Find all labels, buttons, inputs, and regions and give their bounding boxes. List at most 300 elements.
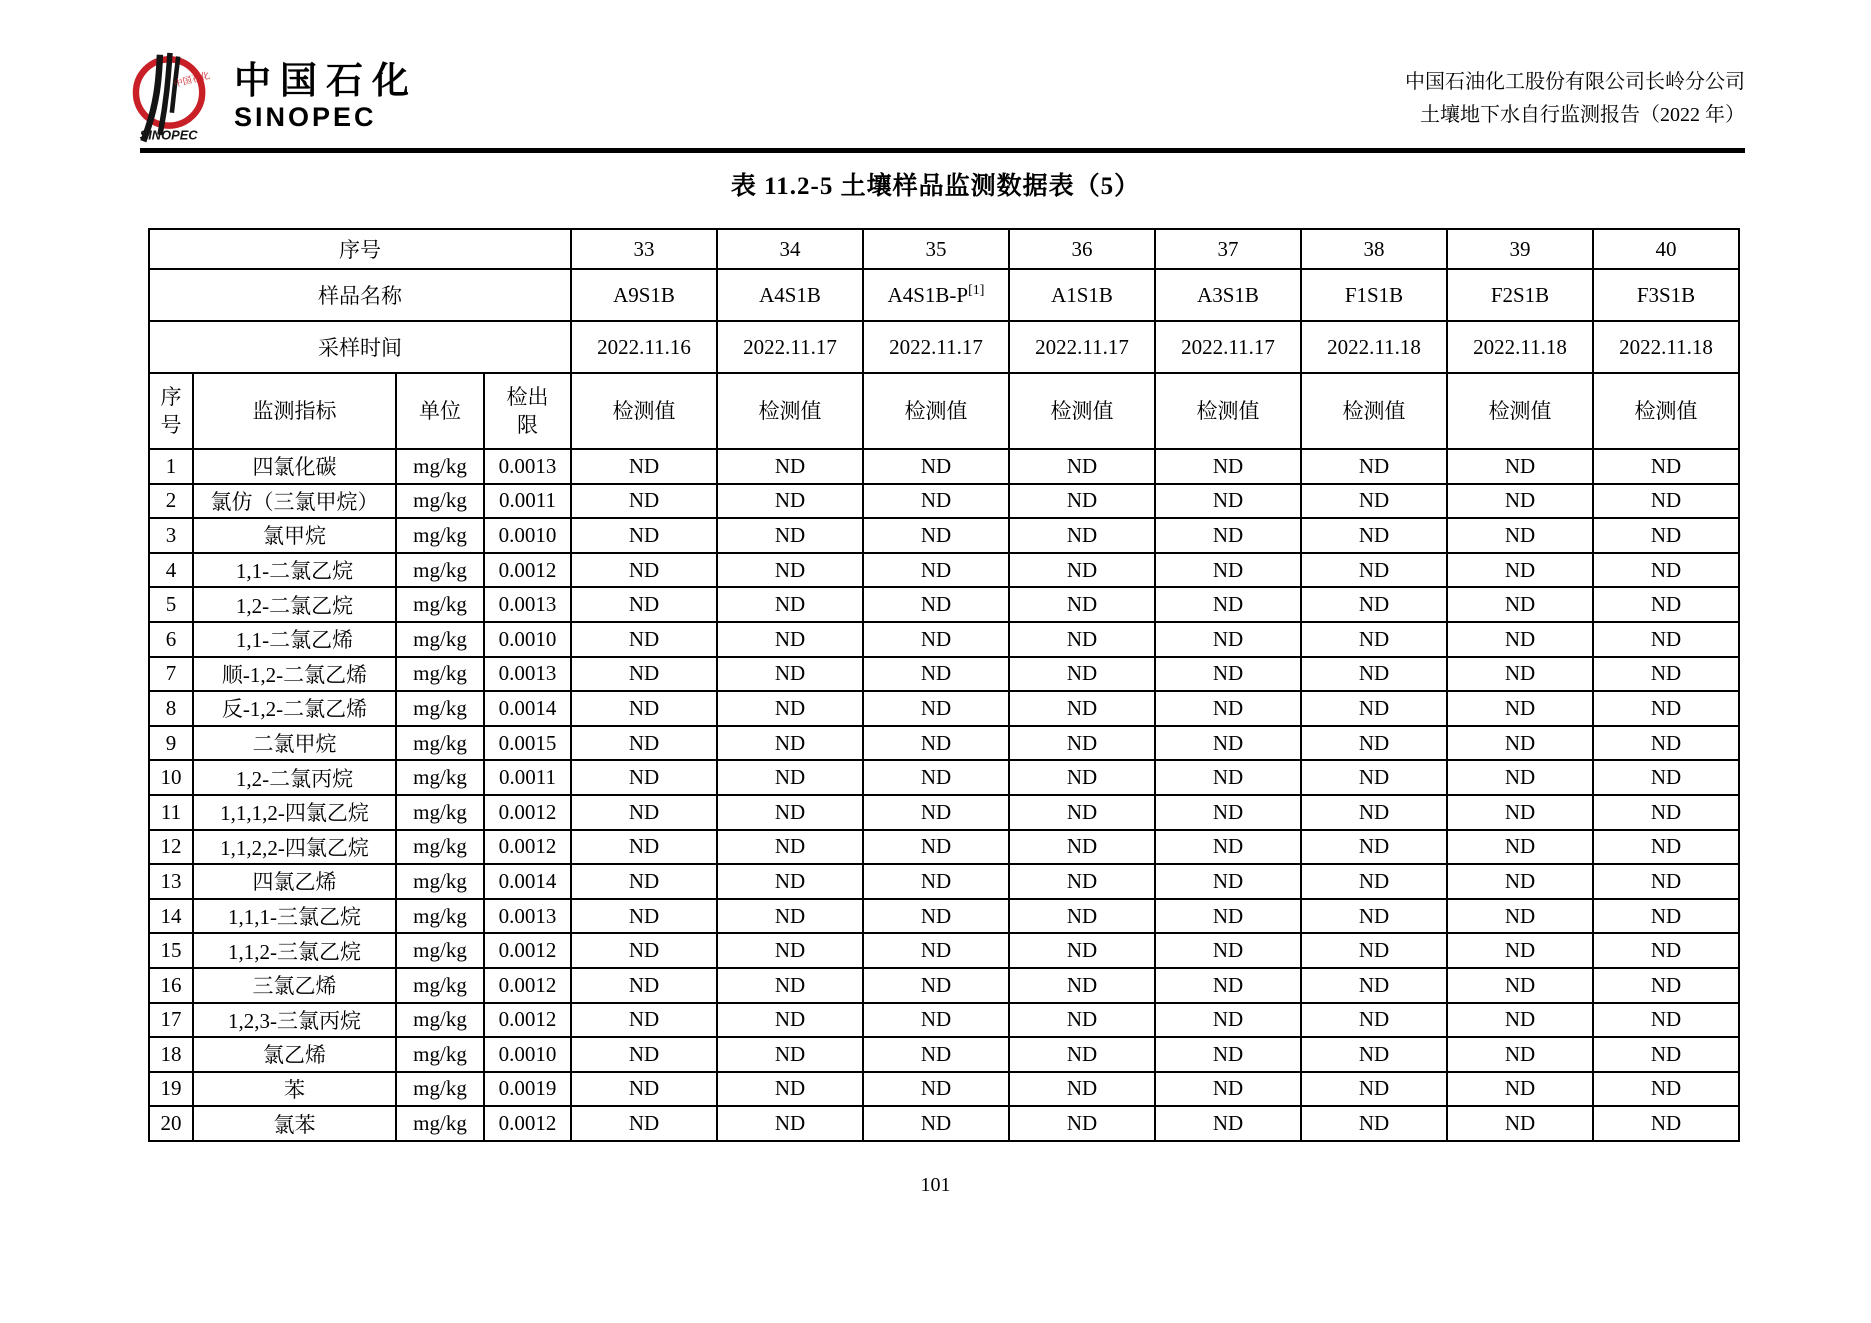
measured-value: ND <box>1447 1037 1593 1072</box>
measured-value: ND <box>571 726 717 761</box>
analyte-row <box>149 795 1739 830</box>
measured-value: ND <box>1155 864 1301 899</box>
unit: mg/kg <box>396 1106 484 1141</box>
analyte-row <box>149 1106 1739 1141</box>
detection-limit: 0.0012 <box>484 795 571 830</box>
measured-value: ND <box>1009 622 1155 657</box>
measured-value: ND <box>1009 691 1155 726</box>
measured-value: ND <box>571 691 717 726</box>
column-header-row <box>149 373 1739 449</box>
measured-value: ND <box>1447 933 1593 968</box>
measured-value: ND <box>1009 553 1155 588</box>
analyte-row <box>149 449 1739 484</box>
sample-date: 2022.11.17 <box>1009 321 1155 373</box>
indicator-name: 氯甲烷 <box>193 518 396 553</box>
measured-value: ND <box>863 1003 1009 1038</box>
measured-value: ND <box>717 726 863 761</box>
company-name: 中国石油化工股份有限公司长岭分公司 <box>1405 71 1745 93</box>
measured-value: ND <box>1301 864 1447 899</box>
measured-value: ND <box>1447 760 1593 795</box>
sample-date: 2022.11.18 <box>1593 321 1739 373</box>
measured-value: ND <box>863 864 1009 899</box>
indicator-name: 1,1,2,2-四氯乙烷 <box>193 830 396 865</box>
sample-name-row <box>149 269 1739 321</box>
unit: mg/kg <box>396 553 484 588</box>
row-no: 16 <box>149 968 193 1003</box>
measured-value: ND <box>1155 968 1301 1003</box>
measured-value: ND <box>1593 587 1739 622</box>
measured-value: ND <box>571 899 717 934</box>
sample-name: F2S1B <box>1447 269 1593 321</box>
sample-date: 2022.11.16 <box>571 321 717 373</box>
indicator-name: 1,1-二氯乙烷 <box>193 553 396 588</box>
measured-value: ND <box>1301 449 1447 484</box>
measured-value: ND <box>1593 1003 1739 1038</box>
measured-value: ND <box>1301 1003 1447 1038</box>
detection-limit: 0.0013 <box>484 899 571 934</box>
measured-value: ND <box>1301 1037 1447 1072</box>
analyte-row <box>149 1037 1739 1072</box>
row-label-sample-name: 样品名称 <box>149 269 571 321</box>
measured-value: ND <box>1593 864 1739 899</box>
monitoring-data-table <box>148 228 1740 1142</box>
measured-value: ND <box>571 518 717 553</box>
measured-value: ND <box>571 830 717 865</box>
measured-value: ND <box>1009 1003 1155 1038</box>
unit: mg/kg <box>396 484 484 519</box>
sample-date: 2022.11.18 <box>1301 321 1447 373</box>
detection-limit: 0.0011 <box>484 484 571 519</box>
measured-value: ND <box>863 830 1009 865</box>
measured-value: ND <box>1009 449 1155 484</box>
indicator-name: 二氯甲烷 <box>193 726 396 761</box>
measured-value: ND <box>863 726 1009 761</box>
indicator-name: 反-1,2-二氯乙烯 <box>193 691 396 726</box>
measured-value: ND <box>1301 587 1447 622</box>
indicator-name: 四氯化碳 <box>193 449 396 484</box>
measured-value: ND <box>1593 1072 1739 1107</box>
measured-value: ND <box>1447 553 1593 588</box>
sample-number: 40 <box>1593 229 1739 269</box>
measured-value: ND <box>1155 657 1301 692</box>
report-name: 土壤地下水自行监测报告（2022 年） <box>1420 104 1745 126</box>
measured-value: ND <box>1301 899 1447 934</box>
measured-value: ND <box>1301 1072 1447 1107</box>
unit: mg/kg <box>396 1037 484 1072</box>
sample-name: A3S1B <box>1155 269 1301 321</box>
row-no: 1 <box>149 449 193 484</box>
measured-value: ND <box>1301 1106 1447 1141</box>
unit: mg/kg <box>396 449 484 484</box>
measured-value: ND <box>1447 587 1593 622</box>
unit: mg/kg <box>396 518 484 553</box>
col-header-limit: 检出 限 <box>484 373 571 449</box>
row-no: 8 <box>149 691 193 726</box>
measured-value: ND <box>1301 795 1447 830</box>
col-header-value: 检测值 <box>863 373 1009 449</box>
measured-value: ND <box>1155 484 1301 519</box>
sample-number: 37 <box>1155 229 1301 269</box>
measured-value: ND <box>1447 691 1593 726</box>
measured-value: ND <box>571 484 717 519</box>
measured-value: ND <box>1155 587 1301 622</box>
measured-value: ND <box>863 484 1009 519</box>
measured-value: ND <box>1447 968 1593 1003</box>
detection-limit: 0.0013 <box>484 657 571 692</box>
measured-value: ND <box>571 795 717 830</box>
indicator-name: 1,2-二氯丙烷 <box>193 760 396 795</box>
col-header-value: 检测值 <box>1593 373 1739 449</box>
measured-value: ND <box>1593 622 1739 657</box>
indicator-name: 1,1,2-三氯乙烷 <box>193 933 396 968</box>
company-header <box>1405 66 1745 132</box>
measured-value: ND <box>1593 899 1739 934</box>
measured-value: ND <box>863 622 1009 657</box>
measured-value: ND <box>571 587 717 622</box>
row-no: 19 <box>149 1072 193 1107</box>
measured-value: ND <box>717 830 863 865</box>
unit: mg/kg <box>396 864 484 899</box>
sample-name: F3S1B <box>1593 269 1739 321</box>
row-label-seq: 序号 <box>149 229 571 269</box>
detection-limit: 0.0014 <box>484 864 571 899</box>
measured-value: ND <box>1155 795 1301 830</box>
measured-value: ND <box>1447 1072 1593 1107</box>
sample-name: A1S1B <box>1009 269 1155 321</box>
measured-value: ND <box>717 864 863 899</box>
measured-value: ND <box>1593 795 1739 830</box>
unit: mg/kg <box>396 1072 484 1107</box>
measured-value: ND <box>863 760 1009 795</box>
detection-limit: 0.0012 <box>484 1106 571 1141</box>
page-header <box>118 52 1745 144</box>
analyte-row <box>149 553 1739 588</box>
row-no: 14 <box>149 899 193 934</box>
measured-value: ND <box>717 449 863 484</box>
measured-value: ND <box>1009 657 1155 692</box>
row-no: 17 <box>149 1003 193 1038</box>
measured-value: ND <box>571 657 717 692</box>
brand-name-cn: 中国石化 <box>234 61 418 103</box>
measured-value: ND <box>1155 1106 1301 1141</box>
unit: mg/kg <box>396 587 484 622</box>
measured-value: ND <box>717 484 863 519</box>
detection-limit: 0.0010 <box>484 622 571 657</box>
measured-value: ND <box>1009 484 1155 519</box>
measured-value: ND <box>571 1003 717 1038</box>
measured-value: ND <box>1301 726 1447 761</box>
unit: mg/kg <box>396 968 484 1003</box>
measured-value: ND <box>863 1037 1009 1072</box>
row-no: 12 <box>149 830 193 865</box>
analyte-row <box>149 587 1739 622</box>
measured-value: ND <box>1301 968 1447 1003</box>
measured-value: ND <box>717 587 863 622</box>
indicator-name: 1,2,3-三氯丙烷 <box>193 1003 396 1038</box>
measured-value: ND <box>863 933 1009 968</box>
sample-number: 35 <box>863 229 1009 269</box>
indicator-name: 四氯乙烯 <box>193 864 396 899</box>
unit: mg/kg <box>396 795 484 830</box>
measured-value: ND <box>1155 449 1301 484</box>
measured-value: ND <box>1447 1106 1593 1141</box>
row-no: 15 <box>149 933 193 968</box>
unit: mg/kg <box>396 899 484 934</box>
analyte-row <box>149 726 1739 761</box>
detection-limit: 0.0014 <box>484 691 571 726</box>
indicator-name: 1,1-二氯乙烯 <box>193 622 396 657</box>
measured-value: ND <box>1593 933 1739 968</box>
row-label-sample-time: 采样时间 <box>149 321 571 373</box>
measured-value: ND <box>1447 484 1593 519</box>
measured-value: ND <box>571 1037 717 1072</box>
row-no: 10 <box>149 760 193 795</box>
measured-value: ND <box>1593 518 1739 553</box>
measured-value: ND <box>1301 830 1447 865</box>
detection-limit: 0.0013 <box>484 587 571 622</box>
measured-value: ND <box>717 553 863 588</box>
sample-name: A4S1B <box>717 269 863 321</box>
measured-value: ND <box>1155 830 1301 865</box>
measured-value: ND <box>1593 830 1739 865</box>
measured-value: ND <box>717 1003 863 1038</box>
measured-value: ND <box>863 449 1009 484</box>
measured-value: ND <box>717 622 863 657</box>
measured-value: ND <box>1009 899 1155 934</box>
row-no: 3 <box>149 518 193 553</box>
sample-number: 36 <box>1009 229 1155 269</box>
sample-name: F1S1B <box>1301 269 1447 321</box>
measured-value: ND <box>1447 795 1593 830</box>
measured-value: ND <box>1009 830 1155 865</box>
sample-number: 33 <box>571 229 717 269</box>
measured-value: ND <box>863 553 1009 588</box>
indicator-name: 三氯乙烯 <box>193 968 396 1003</box>
measured-value: ND <box>717 899 863 934</box>
measured-value: ND <box>1593 726 1739 761</box>
analyte-row <box>149 899 1739 934</box>
measured-value: ND <box>571 864 717 899</box>
unit: mg/kg <box>396 933 484 968</box>
analyte-row <box>149 1003 1739 1038</box>
measured-value: ND <box>1009 518 1155 553</box>
sample-name: A4S1B-P[1] <box>863 269 1009 321</box>
analyte-row <box>149 1072 1739 1107</box>
col-header-unit: 单位 <box>396 373 484 449</box>
measured-value: ND <box>1009 864 1155 899</box>
measured-value: ND <box>1447 899 1593 934</box>
measured-value: ND <box>1301 518 1447 553</box>
measured-value: ND <box>1009 933 1155 968</box>
measured-value: ND <box>717 795 863 830</box>
unit: mg/kg <box>396 1003 484 1038</box>
analyte-row <box>149 830 1739 865</box>
measured-value: ND <box>1301 484 1447 519</box>
analyte-row <box>149 622 1739 657</box>
detection-limit: 0.0015 <box>484 726 571 761</box>
measured-value: ND <box>1009 1072 1155 1107</box>
measured-value: ND <box>571 968 717 1003</box>
measured-value: ND <box>1155 933 1301 968</box>
indicator-name: 氯苯 <box>193 1106 396 1141</box>
measured-value: ND <box>1447 726 1593 761</box>
measured-value: ND <box>863 795 1009 830</box>
header-divider <box>140 148 1745 153</box>
measured-value: ND <box>1009 587 1155 622</box>
detection-limit: 0.0012 <box>484 830 571 865</box>
col-header-value: 检测值 <box>1155 373 1301 449</box>
measured-value: ND <box>717 968 863 1003</box>
measured-value: ND <box>717 1072 863 1107</box>
sample-number: 38 <box>1301 229 1447 269</box>
logo-wordmark: SINOPEC <box>139 127 198 143</box>
analyte-row <box>149 760 1739 795</box>
analyte-row <box>149 484 1739 519</box>
analyte-row <box>149 657 1739 692</box>
detection-limit: 0.0011 <box>484 760 571 795</box>
col-header-value: 检测值 <box>717 373 863 449</box>
svg-text:中国石化: 中国石化 <box>172 70 211 89</box>
measured-value: ND <box>571 933 717 968</box>
unit: mg/kg <box>396 726 484 761</box>
measured-value: ND <box>1301 657 1447 692</box>
measured-value: ND <box>1009 795 1155 830</box>
indicator-name: 1,1,1,2-四氯乙烷 <box>193 795 396 830</box>
unit: mg/kg <box>396 622 484 657</box>
measured-value: ND <box>1593 484 1739 519</box>
row-no: 5 <box>149 587 193 622</box>
measured-value: ND <box>1447 864 1593 899</box>
sample-date-row <box>149 321 1739 373</box>
sinopec-logo-icon <box>118 52 222 144</box>
measured-value: ND <box>1155 1003 1301 1038</box>
detection-limit: 0.0013 <box>484 449 571 484</box>
measured-value: ND <box>1155 1072 1301 1107</box>
measured-value: ND <box>717 760 863 795</box>
sample-number: 39 <box>1447 229 1593 269</box>
measured-value: ND <box>571 553 717 588</box>
measured-value: ND <box>1155 622 1301 657</box>
row-no: 7 <box>149 657 193 692</box>
sample-date: 2022.11.18 <box>1447 321 1593 373</box>
table-body <box>149 229 1739 1141</box>
unit: mg/kg <box>396 657 484 692</box>
measured-value: ND <box>717 657 863 692</box>
measured-value: ND <box>1447 830 1593 865</box>
measured-value: ND <box>1447 449 1593 484</box>
measured-value: ND <box>1593 449 1739 484</box>
measured-value: ND <box>863 899 1009 934</box>
analyte-row <box>149 968 1739 1003</box>
col-header-indicator: 监测指标 <box>193 373 396 449</box>
indicator-name: 顺-1,2-二氯乙烯 <box>193 657 396 692</box>
analyte-row <box>149 933 1739 968</box>
measured-value: ND <box>1155 726 1301 761</box>
measured-value: ND <box>1593 657 1739 692</box>
analyte-row <box>149 864 1739 899</box>
detection-limit: 0.0010 <box>484 1037 571 1072</box>
detection-limit: 0.0012 <box>484 553 571 588</box>
measured-value: ND <box>1009 760 1155 795</box>
measured-value: ND <box>1447 657 1593 692</box>
measured-value: ND <box>571 1106 717 1141</box>
measured-value: ND <box>1593 553 1739 588</box>
measured-value: ND <box>717 1037 863 1072</box>
indicator-name: 氯仿（三氯甲烷） <box>193 484 396 519</box>
measured-value: ND <box>1301 622 1447 657</box>
col-header-seq: 序 号 <box>149 373 193 449</box>
unit: mg/kg <box>396 691 484 726</box>
measured-value: ND <box>1593 760 1739 795</box>
row-no: 13 <box>149 864 193 899</box>
measured-value: ND <box>863 518 1009 553</box>
detection-limit: 0.0012 <box>484 968 571 1003</box>
col-header-value: 检测值 <box>1009 373 1155 449</box>
row-no: 9 <box>149 726 193 761</box>
brand <box>118 52 418 144</box>
measured-value: ND <box>1155 518 1301 553</box>
indicator-name: 1,1,1-三氯乙烷 <box>193 899 396 934</box>
row-no: 2 <box>149 484 193 519</box>
sample-number-row <box>149 229 1739 269</box>
detection-limit: 0.0010 <box>484 518 571 553</box>
sample-date: 2022.11.17 <box>717 321 863 373</box>
measured-value: ND <box>1009 1037 1155 1072</box>
measured-value: ND <box>863 691 1009 726</box>
measured-value: ND <box>1155 899 1301 934</box>
col-header-value: 检测值 <box>1447 373 1593 449</box>
measured-value: ND <box>571 1072 717 1107</box>
sample-name: A9S1B <box>571 269 717 321</box>
measured-value: ND <box>1301 760 1447 795</box>
measured-value: ND <box>863 587 1009 622</box>
measured-value: ND <box>1301 553 1447 588</box>
brand-name-en: SINOPEC <box>234 101 377 132</box>
measured-value: ND <box>1155 760 1301 795</box>
table-title: 表 11.2-5 土壤样品监测数据表（5） <box>730 173 1141 200</box>
measured-value: ND <box>863 1106 1009 1141</box>
detection-limit: 0.0012 <box>484 933 571 968</box>
measured-value: ND <box>1447 518 1593 553</box>
measured-value: ND <box>863 968 1009 1003</box>
detection-limit: 0.0019 <box>484 1072 571 1107</box>
measured-value: ND <box>863 1072 1009 1107</box>
sample-number: 34 <box>717 229 863 269</box>
measured-value: ND <box>571 622 717 657</box>
row-no: 4 <box>149 553 193 588</box>
sample-date: 2022.11.17 <box>863 321 1009 373</box>
measured-value: ND <box>1593 691 1739 726</box>
measured-value: ND <box>717 1106 863 1141</box>
measured-value: ND <box>1593 1106 1739 1141</box>
analyte-row <box>149 691 1739 726</box>
measured-value: ND <box>1447 1003 1593 1038</box>
measured-value: ND <box>717 933 863 968</box>
brand-text <box>234 63 418 133</box>
measured-value: ND <box>571 760 717 795</box>
measured-value: ND <box>1301 933 1447 968</box>
sample-date: 2022.11.17 <box>1155 321 1301 373</box>
row-no: 20 <box>149 1106 193 1141</box>
row-no: 11 <box>149 795 193 830</box>
indicator-name: 苯 <box>193 1072 396 1107</box>
measured-value: ND <box>1009 1106 1155 1141</box>
measured-value: ND <box>1155 691 1301 726</box>
measured-value: ND <box>1009 726 1155 761</box>
measured-value: ND <box>1155 1037 1301 1072</box>
detection-limit: 0.0012 <box>484 1003 571 1038</box>
measured-value: ND <box>863 657 1009 692</box>
